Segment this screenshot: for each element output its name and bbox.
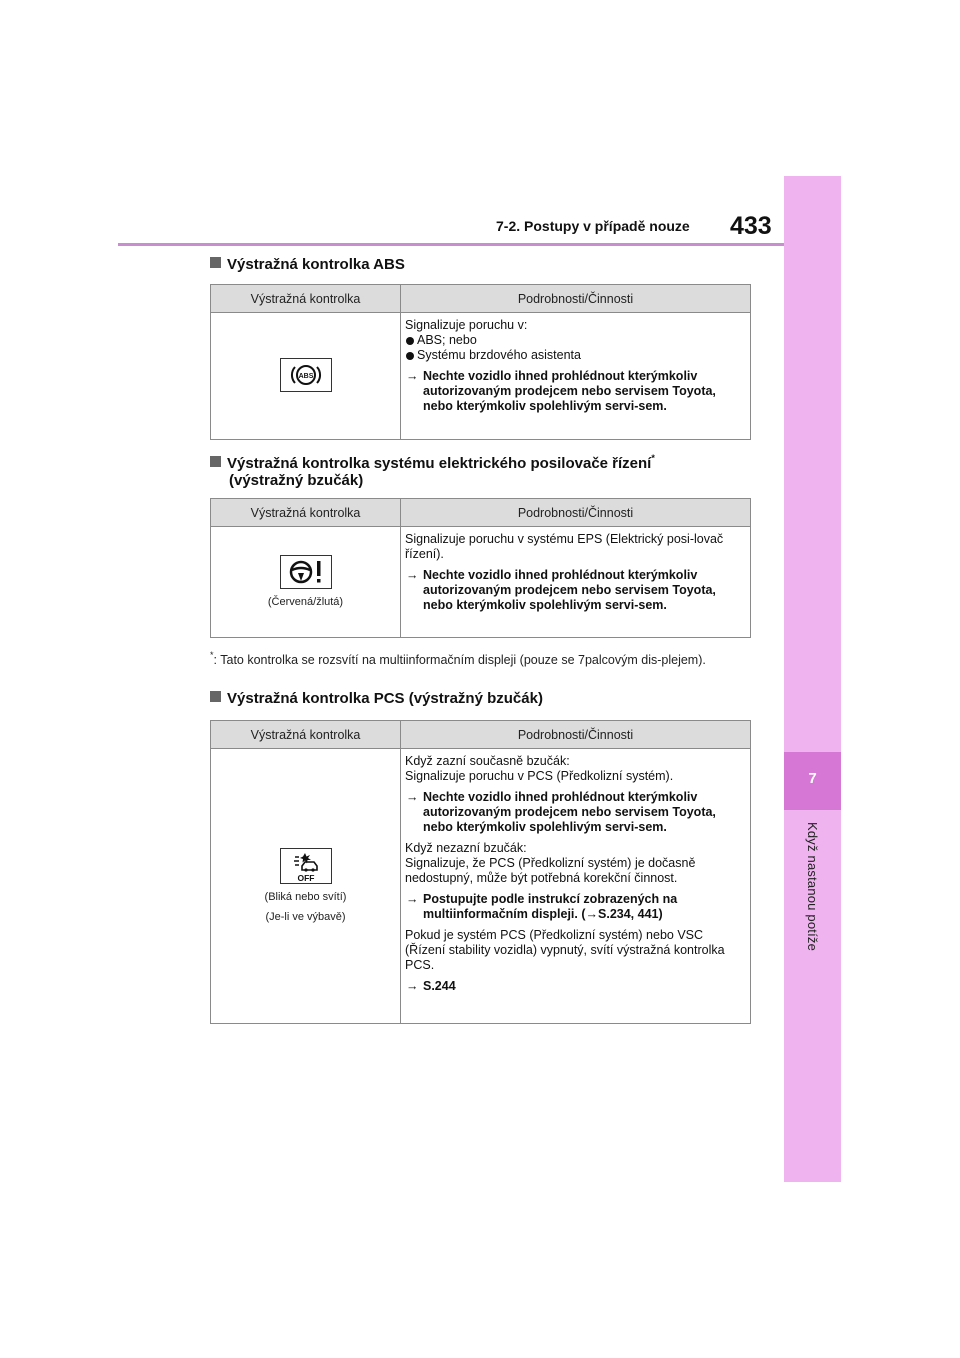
icon-cell <box>211 749 401 1024</box>
square-bullet-icon <box>210 456 221 467</box>
icon-caption: (Červená/žlutá) <box>267 595 344 608</box>
chapter-side-tab <box>784 176 841 1182</box>
action-text: → Postupujte podle instrukcí zobrazených na multiinformačním displeji. (→S.234, 441) <box>406 892 678 921</box>
details-cell <box>401 749 751 1024</box>
abs-warning-table <box>210 284 751 440</box>
details-intro: Signalizuje poruchu v: <box>405 318 528 332</box>
header-rule <box>118 243 784 246</box>
section-title-pcs: Výstražná kontrolka PCS (výstražný bzučák) <box>210 688 543 710</box>
section-title-eps: Výstražná kontrolka systému elektrického posilovače řízení* <box>210 447 655 475</box>
bullet-item: Systému brzdového asistenta <box>405 348 744 363</box>
chapter-label: Když nastanou potíže <box>805 822 820 952</box>
arrow-icon: → <box>406 369 419 383</box>
section-title-abs: Výstražná kontrolka ABS <box>210 254 405 276</box>
arrow-icon: → <box>406 979 419 993</box>
eps-warning-icon <box>280 555 332 589</box>
table-header-light: Výstražná kontrolka <box>211 721 401 749</box>
action-text: → Nechte vozidlo ihned prohlédnout kterýmkoliv autorizovaným prodejcem nebo servisem Toyota, nebo kterýmkoliv spolehlivým servi-sem. <box>406 369 716 413</box>
page-number: 433 <box>730 212 772 240</box>
action-text: → Nechte vozidlo ihned prohlédnout kterýmkoliv autorizovaným prodejcem nebo servisem Toyota, nebo kterýmkoliv spolehlivým servi-sem. <box>406 568 716 612</box>
details-cell <box>401 313 751 440</box>
table-header-light: Výstražná kontrolka <box>211 499 401 527</box>
table-header-details: Podrobnosti/Činnosti <box>401 499 751 527</box>
icon-cell <box>211 313 401 440</box>
details-paragraph: Když zazní současně bzučák: Signalizuje poruchu v PCS (Předkolizní systém). <box>405 754 674 783</box>
icon-caption-availability: (Je-li ve výbavě) <box>265 910 346 923</box>
pcs-warning-table <box>210 720 751 1024</box>
bullet-item: ABS; nebo <box>405 333 744 348</box>
table-header-details: Podrobnosti/Činnosti <box>401 285 751 313</box>
footnote: *: Tato kontrolka se rozsvítí na multiinformačním displeji (pouze se 7palcovým dis-plejem). <box>210 650 706 667</box>
table-header-details: Podrobnosti/Činnosti <box>401 721 751 749</box>
chapter-number: 7 <box>808 770 817 787</box>
square-bullet-icon <box>210 257 221 268</box>
pcs-off-warning-icon <box>280 848 332 884</box>
icon-caption: (Bliká nebo svítí) <box>264 890 347 903</box>
details-paragraph: Pokud je systém PCS (Předkolizní systém) nebo VSC (Řízení stability vozidla) vypnutý, svítí výstražná kontrolka PCS. <box>405 928 725 972</box>
action-text: → Nechte vozidlo ihned prohlédnout kterýmkoliv autorizovaným prodejcem nebo servisem Toyota, nebo kterýmkoliv spolehlivým servi-sem. <box>406 790 716 834</box>
svg-text:ABS: ABS <box>298 372 313 380</box>
icon-cell <box>211 527 401 638</box>
arrow-icon: → <box>406 892 419 906</box>
table-header-light: Výstražná kontrolka <box>211 285 401 313</box>
arrow-icon: → <box>406 568 419 582</box>
square-bullet-icon <box>210 691 221 702</box>
abs-warning-icon <box>280 358 332 392</box>
details-intro: Signalizuje poruchu v systému EPS (Elektrický posi-lovač řízení). <box>405 532 724 561</box>
details-cell <box>401 527 751 638</box>
eps-warning-table <box>210 498 751 638</box>
svg-text:OFF: OFF <box>297 872 314 883</box>
arrow-icon: → <box>406 790 419 804</box>
section-title-eps-line2: (výstražný bzučák) <box>229 472 364 489</box>
page-reference-link[interactable]: → S.244 <box>406 979 456 993</box>
details-paragraph: Když nezazní bzučák: Signalizuje, že PCS (Předkolizní systém) je dočasně nedostupný, může být potřebná korekční činnost. <box>405 841 696 885</box>
section-heading: 7-2. Postupy v případě nouze <box>496 218 690 234</box>
